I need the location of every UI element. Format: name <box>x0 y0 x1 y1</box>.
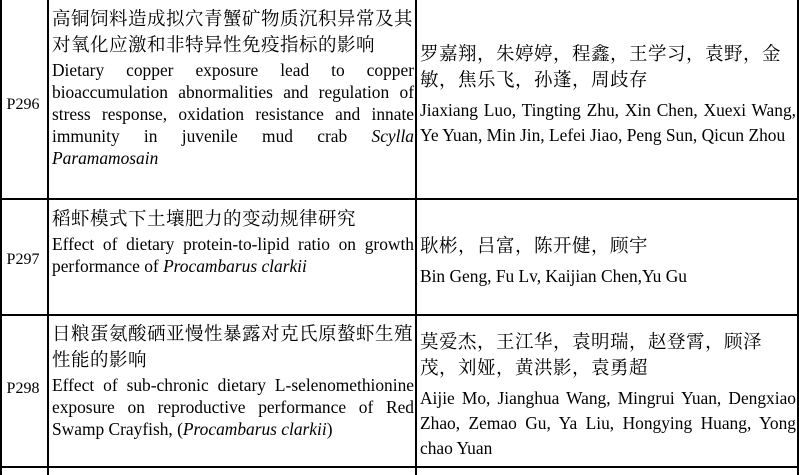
title-cn: 日粮蛋氨酸硒亚慢性暴露对克氏原螯虾生殖性能的影响 <box>52 324 414 371</box>
title-en: Dietary copper exposure lead to copper bioaccumulation abnormalities and regulation of stress response, oxidation resistance and innate immunity in juvenile mud crab Scylla Paramamosain <box>52 60 414 168</box>
species-name: Scylla Paramamosain <box>52 126 414 168</box>
paper-title <box>52 207 414 277</box>
authors-cn: 罗嘉翔，朱婷婷，程鑫，王学习，袁野，金敏，焦乐飞，孙蓬，周歧存 <box>420 44 782 91</box>
authors-cn: 耿彬，吕富，陈开健，顾宇 <box>420 236 649 257</box>
title-cn: 稻虾模式下土壤肥力的变动规律研究 <box>52 209 357 230</box>
authors-en: Bin Geng, Fu Lv, Kaijian Chen,Yu Gu <box>420 266 687 286</box>
table-row <box>0 0 799 198</box>
species-name: Procambarus clarkii <box>163 256 307 276</box>
authors-en: Aijie Mo, Jianghua Wang, Mingrui Yuan, Dengxiao Zhao, Zemao Gu, Ya Liu, Hongying Huang, Yong chao Yuan <box>420 388 796 458</box>
table-row <box>0 200 799 314</box>
species-name: Procambarus clarkii <box>182 419 327 439</box>
authors-en: Jiaxiang Luo, Tingting Zhu, Xin Chen, Xuexi Wang, Ye Yuan, Min Jin, Lefei Jiao, Peng Sun, Qicun Zhou <box>420 100 796 145</box>
paper-authors <box>420 234 796 289</box>
row-divider <box>0 466 799 468</box>
table-row <box>0 316 799 466</box>
title-cn: 高铜饲料造成拟穴青蟹矿物质沉积异常及其对氧化应激和非特异性免疫指标的影响 <box>52 9 414 56</box>
title-en: Effect of dietary protein-to-lipid ratio on growth performance of Procambarus clarkii <box>52 234 414 276</box>
paper-authors <box>420 42 796 148</box>
paper-id: P297 <box>6 251 40 268</box>
paper-id: P296 <box>6 96 40 113</box>
paper-authors <box>420 330 796 461</box>
paper-title <box>52 322 414 440</box>
paper-title <box>52 7 414 169</box>
authors-cn: 莫爱杰，王江华，袁明瑞，赵登霄，顾泽茂，刘娅，黄洪影，袁勇超 <box>420 332 763 379</box>
title-en: Effect of sub-chronic dietary L-selenomethionine exposure on reproductive performance of Red Swamp Crayfish, (Procambarus clarkii) <box>52 375 414 439</box>
paper-id: P298 <box>6 380 40 397</box>
